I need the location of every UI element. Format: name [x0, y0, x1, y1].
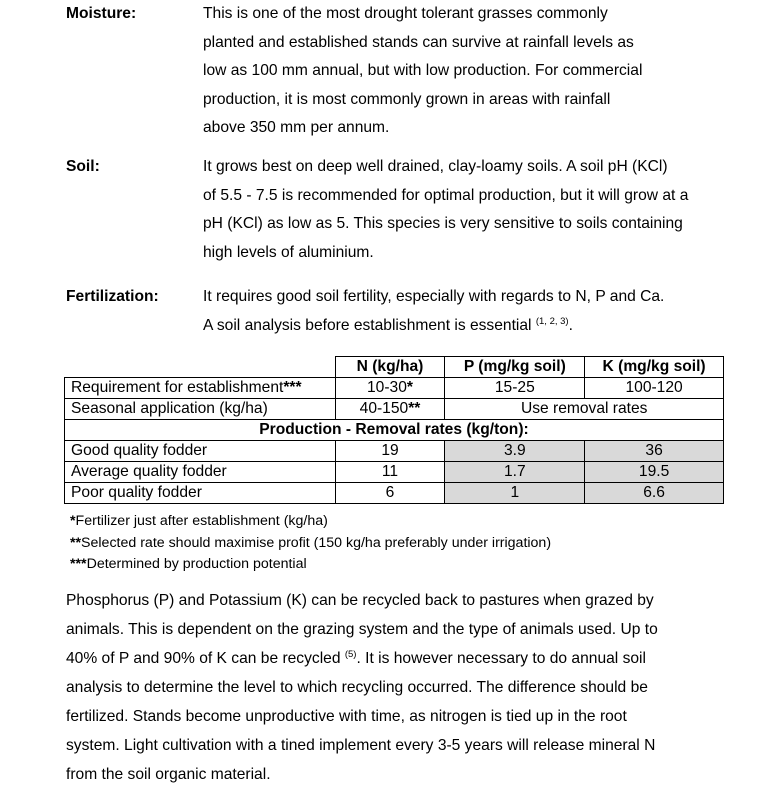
cell-k: 19.5 — [585, 462, 724, 483]
soil-text — [203, 153, 733, 267]
row-label-establishment — [65, 378, 336, 399]
footnote-text: Selected rate should maximise profit (150 kg/ha preferably under irrigation) — [81, 535, 552, 551]
row-label: Good quality fodder — [65, 441, 336, 462]
reference-superscript: (5) — [344, 649, 357, 660]
soil-line: pH (KCl) as low as 5. This species is very sensitive to soils containing — [203, 215, 683, 232]
footnote-text: Fertilizer just after establishment (kg/ha) — [75, 513, 328, 529]
moisture-label: Moisture: — [66, 5, 137, 22]
cell-n: 11 — [335, 462, 445, 483]
table-corner — [65, 357, 336, 378]
paragraph-text: 40% of P and 90% of K can be recycled — [66, 650, 345, 667]
footnote-text: Determined by production potential — [86, 556, 307, 572]
table-row — [65, 483, 724, 504]
fertilization-line-end: . — [568, 316, 573, 334]
footnote-mark: *** — [70, 556, 87, 572]
cell-k: 6.6 — [585, 483, 724, 504]
cell-k: 36 — [585, 441, 724, 462]
reference-superscript: (1, 2, 3) — [535, 315, 569, 327]
paragraph-line: Phosphorus (P) and Potassium (K) can be recycled back to pastures when grazed by — [66, 592, 654, 609]
paragraph-line — [66, 644, 706, 673]
cell-pk-merged: Use removal rates — [445, 399, 724, 420]
table-header-row — [65, 357, 724, 378]
cell-k: 100-120 — [585, 378, 724, 399]
paragraph-line: system. Light cultivation with a tined implement every 3-5 years will release mineral N — [66, 737, 656, 754]
cell-p: 3.9 — [445, 441, 585, 462]
footnote-mark: * — [70, 513, 76, 529]
soil-line: of 5.5 - 7.5 is recommended for optimal production, but it will grow at a — [203, 186, 689, 204]
moisture-line: planted and established stands can survive at rainfall levels as — [203, 33, 634, 51]
moisture-line: above 350 mm per annum. — [203, 119, 390, 136]
column-header-n: N (kg/ha) — [335, 357, 445, 378]
moisture-line: low as 100 mm annual, but with low production. For commercial — [203, 62, 643, 79]
table-row — [65, 378, 724, 399]
fertilization-text — [203, 283, 733, 340]
cell-p: 1.7 — [445, 462, 585, 483]
cell-n: 19 — [335, 441, 445, 462]
cell-p: 1 — [445, 483, 585, 504]
fertilization-line-text: A soil analysis before establishment is essential — [203, 316, 536, 334]
column-header-p: P (mg/kg soil) — [445, 357, 585, 378]
moisture-line: production, it is most commonly grown in areas with rainfall — [203, 90, 611, 108]
cell-p: 15-25 — [445, 378, 585, 399]
production-header: Production - Removal rates (kg/ton): — [65, 420, 724, 441]
footnote-mark: ** — [408, 400, 421, 417]
row-label-text: Requirement for establishment — [71, 379, 284, 396]
production-header-row — [65, 420, 724, 441]
row-label-seasonal: Seasonal application (kg/ha) — [65, 399, 336, 420]
footnote — [70, 554, 307, 574]
soil-label: Soil: — [66, 158, 100, 175]
footnote — [70, 511, 328, 531]
cell-n — [335, 378, 445, 399]
cell-n: 6 — [335, 483, 445, 504]
table-row — [65, 441, 724, 462]
paragraph-line: fertilized. Stands become unproductive with time, as nitrogen is tied up in the root — [66, 708, 627, 725]
row-label: Average quality fodder — [65, 462, 336, 483]
soil-line: It grows best on deep well drained, clay-loamy soils. A soil pH (KCl) — [203, 158, 668, 175]
paragraph-line: animals. This is dependent on the grazing system and the type of animals used. Up to — [66, 621, 658, 638]
footnote-mark: ** — [70, 535, 82, 551]
footnote-mark: * — [406, 379, 413, 396]
cell-value: 40-150 — [359, 400, 409, 417]
soil-line: high levels of aluminium. — [203, 243, 374, 261]
footnote-mark: *** — [283, 379, 302, 396]
cell-value: 10-30 — [367, 379, 407, 396]
table-row — [65, 399, 724, 420]
recycling-paragraph — [66, 586, 706, 789]
cell-n — [335, 399, 445, 420]
fertilization-label: Fertilization: — [66, 288, 159, 305]
paragraph-text: . It is however necessary to do annual soil — [356, 650, 646, 667]
paragraph-line: from the soil organic material. — [66, 766, 271, 783]
moisture-text — [203, 0, 733, 143]
fertilizer-table — [64, 356, 724, 504]
table-row — [65, 462, 724, 483]
paragraph-line: analysis to determine the level to which recycling occurred. The difference should be — [66, 679, 648, 696]
footnote — [70, 533, 551, 553]
column-header-k: K (mg/kg soil) — [585, 357, 724, 378]
row-label: Poor quality fodder — [65, 483, 336, 504]
fertilization-line: It requires good soil fertility, especially with regards to N, P and Ca. — [203, 288, 665, 305]
fertilization-line — [203, 312, 733, 341]
moisture-line: This is one of the most drought tolerant grasses commonly — [203, 5, 608, 22]
